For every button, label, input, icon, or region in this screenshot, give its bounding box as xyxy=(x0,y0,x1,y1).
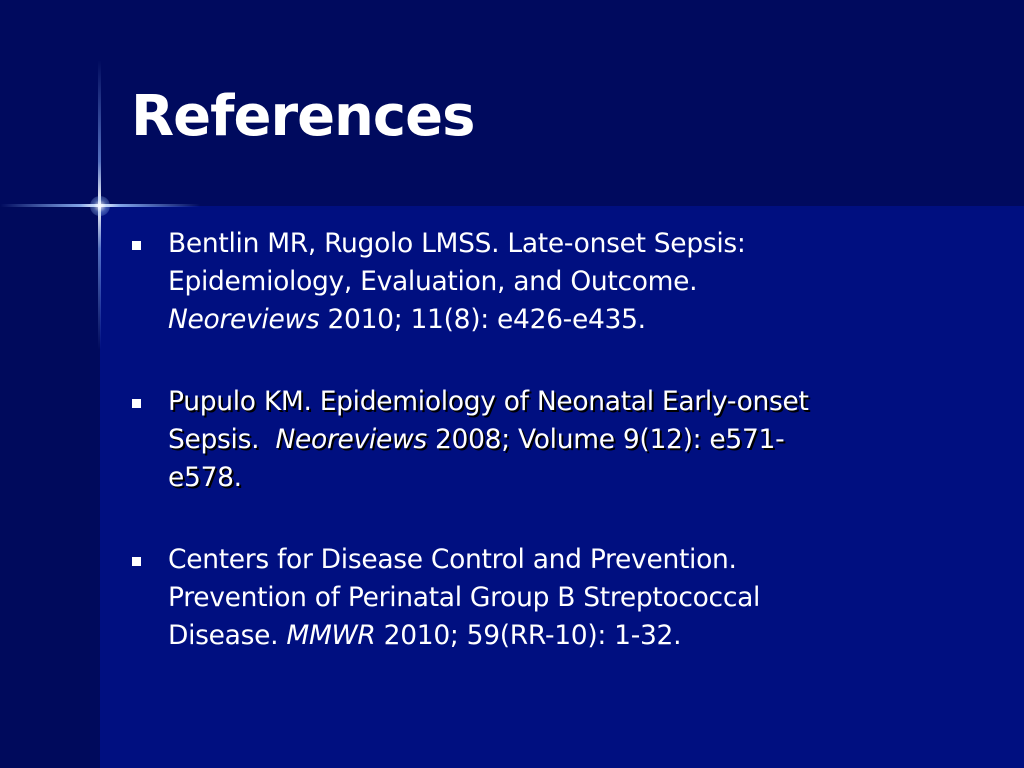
reference-text: Epidemiology, Evaluation, and Outcome. xyxy=(168,266,698,297)
citation-details: 2010; 11(8): e426-e435. xyxy=(319,304,646,335)
journal-name: Neoreviews xyxy=(168,304,320,335)
reference-line xyxy=(168,459,932,497)
reference-line xyxy=(168,579,932,617)
reference-line xyxy=(168,421,932,459)
reference-text: Centers for Disease Control and Prevention. xyxy=(168,544,737,575)
reference-line xyxy=(168,263,932,301)
citation-details: 2010; 59(RR-10): 1-32. xyxy=(375,620,682,651)
square-bullet-icon xyxy=(132,399,141,408)
reference-item xyxy=(132,541,932,655)
reference-text: Sepsis. xyxy=(168,424,276,455)
slide-title: References xyxy=(131,84,475,149)
citation-details: 2008; Volume 9(12): e571- xyxy=(426,424,785,455)
reference-text: Disease. xyxy=(168,620,287,651)
reference-text: e578. xyxy=(168,462,242,493)
star-sparkle-icon xyxy=(90,196,110,216)
reference-line xyxy=(168,301,932,339)
square-bullet-icon xyxy=(132,241,141,250)
reference-item xyxy=(132,225,932,339)
reference-line xyxy=(168,617,932,655)
reference-text: Pupulo KM. Epidemiology of Neonatal Early-onset xyxy=(168,386,809,417)
reference-line xyxy=(168,383,932,421)
reference-item xyxy=(132,383,932,497)
journal-name: Neoreviews xyxy=(275,424,427,455)
journal-name: MMWR xyxy=(286,620,376,651)
reference-line xyxy=(168,225,932,263)
square-bullet-icon xyxy=(132,557,141,566)
left-band xyxy=(0,206,100,768)
reference-line xyxy=(168,541,932,579)
reference-list xyxy=(132,225,932,699)
reference-text: Bentlin MR, Rugolo LMSS. Late-onset Sepsis: xyxy=(168,228,746,259)
reference-text: Prevention of Perinatal Group B Streptococcal xyxy=(168,582,761,613)
